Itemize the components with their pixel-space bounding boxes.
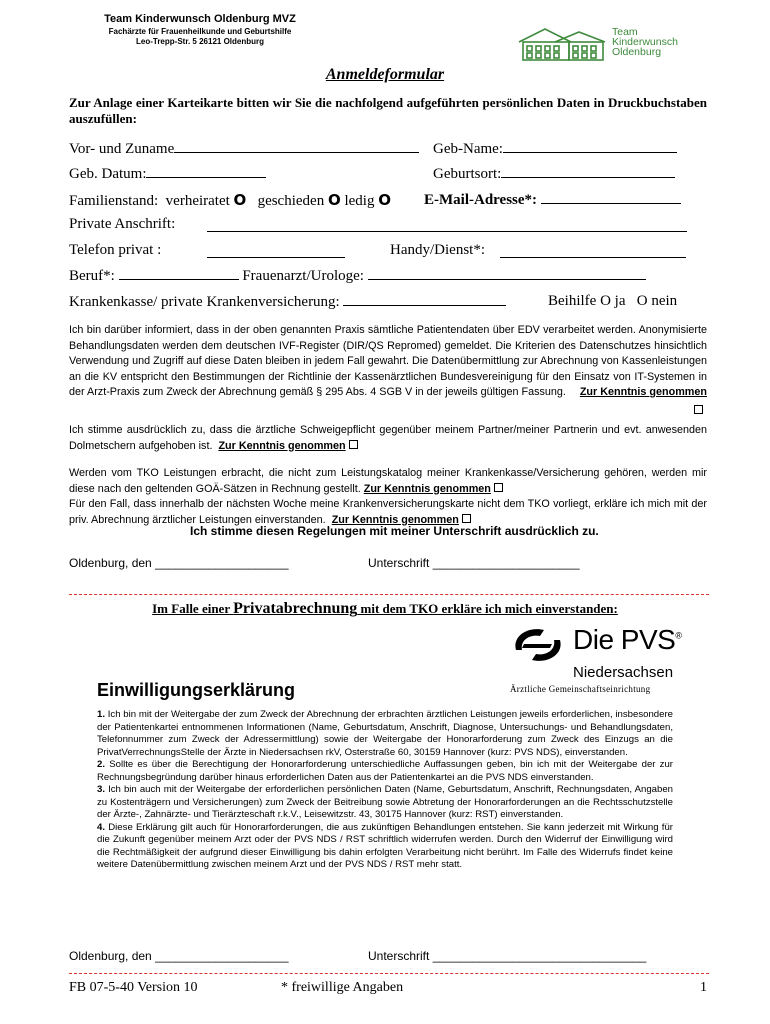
ack-billing-label: Zur Kenntnis genommen — [363, 482, 491, 495]
row-email — [424, 191, 681, 209]
billing-paragraph — [69, 466, 707, 528]
birth-date-label: Geb. Datum: — [69, 166, 147, 182]
sign-label-2: Unterschrift — [368, 949, 430, 963]
place-label-1: Oldenburg, den — [69, 556, 152, 570]
name-label: Vor- und Zuname — [69, 141, 175, 157]
pvs-title-post: mit dem TKO erkläre ich mich einverstanden: — [360, 601, 618, 616]
pvs-brand-name — [573, 624, 681, 656]
beihilfe-no-radio[interactable]: O — [636, 293, 648, 309]
form-code: FB 07-5-40 Version 10 — [69, 980, 198, 995]
card-text: Für den Fall, dass innerhalb der nächsten Woche meine Krankenversicherungskarte nicht dem TKO vorliegt, erkläre ich mich mit der priv. Abrechnung ärztlicher Leistungen einverstanden. — [69, 498, 707, 526]
date-field-2[interactable]: ____________________ — [155, 949, 289, 963]
consent-item-number: 4. — [97, 821, 106, 833]
birth-name-label: Geb-Name: — [433, 141, 503, 157]
mobile-field[interactable] — [500, 245, 686, 258]
row-birth-name — [433, 140, 677, 158]
job-label: Beruf*: — [69, 268, 115, 284]
org-address: Leo-Trepp-Str. 5 26121 Oldenburg — [135, 37, 265, 46]
birth-place-label: Geburtsort: — [433, 166, 502, 182]
signature-sign-1 — [368, 556, 580, 570]
birth-date-field[interactable] — [146, 165, 266, 178]
consent-item — [97, 709, 673, 759]
beihilfe-yes-radio[interactable]: O — [600, 293, 611, 309]
ack-billing-checkbox[interactable] — [494, 483, 503, 492]
consent-list — [97, 709, 673, 872]
ack-card-label: Zur Kenntnis genommen — [331, 513, 459, 526]
consent-item — [97, 784, 673, 822]
consent-item — [97, 822, 673, 872]
confidentiality-paragraph — [69, 423, 707, 454]
birth-name-field[interactable] — [503, 140, 677, 153]
signature-place-2 — [69, 949, 289, 963]
section-divider — [69, 594, 709, 595]
row-phone — [69, 242, 161, 259]
name-field[interactable] — [174, 140, 419, 153]
ack-privacy-label: Zur Kenntnis genommen — [579, 386, 707, 398]
org-name: Team Kinderwunsch Oldenburg MVZ — [104, 13, 296, 25]
agreement-statement: Ich stimme diesen Regelungen mit meiner Unterschrift ausdrücklich zu. — [190, 524, 599, 538]
logo-text — [612, 27, 678, 57]
row-insurance — [69, 293, 506, 311]
insurance-field[interactable] — [343, 293, 506, 306]
beihilfe-no-label: nein — [651, 293, 678, 309]
privacy-text: Ich bin darüber informiert, dass in der oben genannten Praxis sämtliche Patientendaten über EDV verarbeitet werden. Anonymisierte Behandlungsdaten werden dem deutschen IVF-Register (DIR/QS Repromed) gemeldet. Die Kriterien des Datenschutzes hinsichtlich Verwendung und Zugriff auf diese Daten bleiben in jedem Fall gewahrt. Die Datenübermittlung zur Abrechnung von Kassenleistungen an die KV entspricht den Bestimmungen der Richtlinie der Kassenärztlichen Bundesvereinigung für den Einsatz von IT-Systemen in der Arzt-Praxis zum Zweck der Abrechnung gemäß § 295 Abs. 4 SGB V in der jeweils gültigen Fassung. — [69, 324, 707, 398]
row-name — [69, 140, 419, 158]
pvs-logo-icon — [510, 624, 566, 666]
single-label: ledig — [344, 193, 375, 209]
row-address — [69, 216, 175, 233]
place-label-2: Oldenburg, den — [69, 949, 152, 963]
mobile-label: Handy/Dienst*: — [390, 242, 485, 258]
signature-field-2[interactable]: ________________________________ — [432, 949, 647, 963]
pvs-section-title — [0, 600, 770, 618]
billing-text: Werden vom TKO Leistungen erbracht, die nicht zum Leistungskatalog meiner Krankenkasse/Versicherung gehören, werden mir diese nach den geltenden GOÄ-Sätzen in Rechnung gestellt. — [69, 467, 707, 495]
beihilfe-label: Beihilfe — [548, 293, 597, 309]
birth-place-field[interactable] — [501, 165, 675, 178]
consent-item-text: Ich bin mit der Weitergabe der zum Zweck der Abrechnung der erbrachten ärztlichen Leistungen jeweils erforderlichen, insbesondere der Patientenkartei entnommenen Informationen (Name, Geburtsdatum, Anschrift, Diagnose, Untersuchungs- und Behandlungsdaten, Telefonnummer zum Zweck der Adressermittlung) sowie der Weitergabe der Honorarforderung zum Zweck des Einzugs an die PrivatVerrechnungsStelle der Ärzte in Niedersachsen rkV, Osterstraße 60, 30159 Hannover (kurz: PVS NDS), einverstanden. — [97, 709, 673, 758]
phone-field[interactable] — [207, 245, 345, 258]
consent-item — [97, 759, 673, 784]
pvs-registered-mark: ® — [675, 630, 682, 641]
phone-label: Telefon privat : — [69, 242, 162, 258]
job-field[interactable] — [119, 267, 239, 280]
doctor-field[interactable] — [368, 267, 646, 280]
address-label: Private Anschrift: — [69, 216, 176, 232]
consent-item-text: Diese Erklärung gilt auch für Honorarforderungen, die aus zukünftigen Behandlungen entstehen. Sie kann jederzeit mit Wirkung für die Zukunft gegenüber meinem Arzt oder der PVS NDS / RST schriftlich widerrufen werden. Durch den Widerruf der Einwilligung wird die Rechtmäßigkeit der aufgrund dieser Einwilligung bis dahin erfolgten Verarbeitung nicht berührt. Im Falle des Widerrufs findet keine weitere Datenübermittlung zwischen meinem Arzt und der PVS NDS / RST mehr statt. — [97, 821, 673, 870]
divorced-label: geschieden — [257, 193, 325, 209]
married-label: verheiratet — [165, 193, 230, 209]
row-marital — [69, 191, 391, 210]
page-title: Anmeldeformular — [325, 66, 445, 83]
ack-confidentiality-checkbox[interactable] — [349, 440, 358, 449]
email-field[interactable] — [541, 191, 681, 204]
consent-item-text: Sollte es über die Berechtigung der Honorarforderung unterschiedliche Auffassungen geben, bin ich mit der Weitergabe der zur Rechnungsbegründung darüber hinaus erforderlichen Daten aus der Patientenkartei an die PVS NDS einverstanden. — [97, 759, 674, 783]
marital-label: Familienstand: — [69, 193, 159, 209]
footer-divider — [69, 973, 709, 974]
row-mobile — [390, 242, 485, 259]
consent-heading: Einwilligungserklärung — [97, 680, 296, 700]
privacy-paragraph — [69, 323, 707, 414]
logo-line-3: Oldenburg — [612, 46, 662, 58]
org-subtitle: Fachärzte für Frauenheilkunde und Geburtshilfe — [108, 27, 292, 36]
sign-label-1: Unterschrift — [368, 556, 430, 570]
ack-confidentiality-label: Zur Kenntnis genommen — [218, 439, 346, 452]
ack-card-checkbox[interactable] — [462, 514, 471, 523]
consent-item-number: 1. — [97, 709, 106, 720]
address-field[interactable] — [207, 219, 687, 232]
page-number: 1 — [700, 980, 707, 995]
insurance-label: Krankenkasse/ private Krankenversicherung: — [69, 294, 340, 310]
row-beihilfe — [548, 293, 677, 310]
pvs-region: Niedersachsen — [573, 664, 674, 681]
pvs-subline: Ärztliche Gemeinschaftseinrichtung — [510, 684, 651, 694]
logo-line-2: Kinderwunsch — [612, 36, 678, 48]
pvs-title-big: Privatabrechnung — [233, 600, 358, 617]
confidentiality-text: Ich stimme ausdrücklich zu, dass die ärztliche Schweigepflicht gegenüber meinem Partner/meiner Partnerin und evt. anwesenden Dolmetschern aufgehoben ist. — [69, 424, 707, 452]
doctor-label: Frauenarzt/Urologe: — [242, 268, 364, 284]
pvs-brand-text: Die PVS — [573, 624, 676, 655]
married-radio[interactable]: O — [233, 191, 247, 209]
date-field-1[interactable]: ____________________ — [155, 556, 289, 570]
consent-item-text: Ich bin auch mit der Weitergabe der erforderlichen persönlichen Daten (Name, Geburtsdatum, Anschrift, Rechnungsdaten, Angaben zu Kostenträgern und Versicherungen) zum Zweck der Beitreibung sowie Abtretung der Honorarforderungen an die Rechtsschutzstelle der Ärzte-, Zahnärzte- und Tierärzteschaft r.k.V., Leisewitzstr. 43, 30175 Hannover (kurz: RST) einverstanden. — [97, 784, 673, 820]
intro-text: Zur Anlage einer Karteikarte bitten wir Sie die nachfolgend aufgeführten persönlichen Daten in Druckbuchstaben auszufüllen: — [69, 95, 707, 126]
consent-item-number: 2. — [97, 759, 106, 770]
email-label: E-Mail-Adresse*: — [424, 192, 538, 208]
row-job — [69, 267, 646, 285]
divorced-radio[interactable]: O — [327, 191, 341, 209]
optional-note: * freiwillige Angaben — [281, 980, 404, 995]
consent-item-number: 3. — [97, 784, 106, 795]
signature-sign-2 — [368, 949, 646, 963]
pvs-title-pre: Im Falle einer — [152, 601, 230, 616]
beihilfe-yes-label: ja — [614, 293, 626, 309]
signature-place-1 — [69, 556, 289, 570]
single-radio[interactable]: O — [378, 191, 391, 209]
row-birth-date — [69, 165, 266, 183]
row-birth-place — [433, 165, 675, 183]
logo-line-1: Team — [612, 26, 638, 38]
signature-field-1[interactable]: ______________________ — [432, 556, 580, 570]
ack-privacy-checkbox[interactable] — [694, 405, 703, 414]
